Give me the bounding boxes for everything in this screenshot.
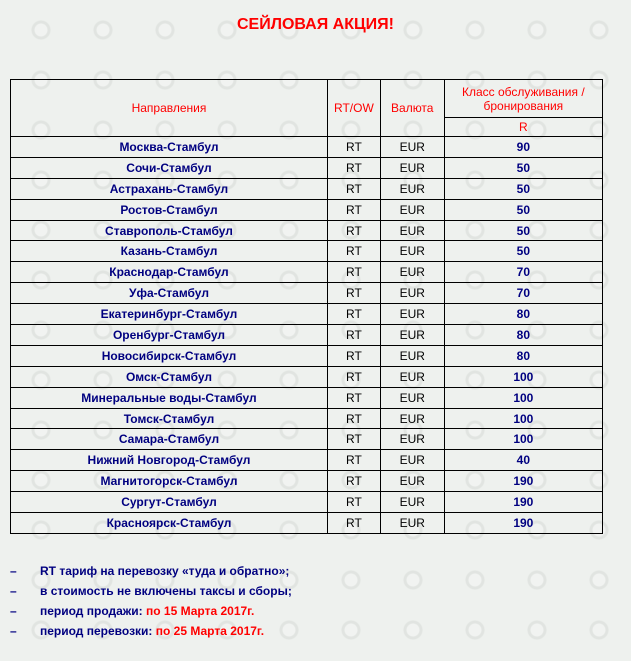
table-row [11, 199, 603, 220]
table-row [11, 178, 603, 199]
table-row [11, 471, 603, 492]
type-cell: RT [327, 387, 380, 408]
note-dash: – [10, 604, 17, 618]
table-row [11, 304, 603, 325]
route-cell: Новосибирск-Стамбул [11, 345, 328, 366]
price-cell: 80 [444, 345, 602, 366]
price-cell: 50 [444, 220, 602, 241]
route-cell: Сургут-Стамбул [11, 492, 328, 513]
note-text: в стоимость не включены таксы и сборы; [40, 584, 292, 598]
currency-cell: EUR [380, 513, 444, 534]
route-cell: Омск-Стамбул [11, 366, 328, 387]
route-cell: Екатеринбург-Стамбул [11, 304, 328, 325]
header-rt-ow: RT/OW [327, 80, 380, 137]
currency-cell: EUR [380, 283, 444, 304]
header-currency: Валюта [380, 80, 444, 137]
type-cell: RT [327, 408, 380, 429]
type-cell: RT [327, 157, 380, 178]
table-row [11, 408, 603, 429]
header-direction: Направления [11, 80, 328, 137]
route-cell: Сочи-Стамбул [11, 157, 328, 178]
route-cell: Томск-Стамбул [11, 408, 328, 429]
table-row [11, 513, 603, 534]
table-row [11, 220, 603, 241]
header-class: Класс обслуживания / бронирования [444, 80, 602, 118]
table-row [11, 366, 603, 387]
type-cell: RT [327, 492, 380, 513]
header-row [11, 80, 603, 118]
note-highlight: по 25 Марта 2017г. [155, 624, 265, 638]
route-cell: Оренбург-Стамбул [11, 325, 328, 346]
note-dash: – [10, 584, 17, 598]
price-cell: 100 [444, 366, 602, 387]
table-row [11, 345, 603, 366]
type-cell: RT [327, 513, 380, 534]
price-cell: 80 [444, 325, 602, 346]
type-cell: RT [327, 429, 380, 450]
price-cell: 40 [444, 450, 602, 471]
note-highlight: по 15 Марта 2017г. [146, 604, 255, 618]
type-cell: RT [327, 304, 380, 325]
currency-cell: EUR [380, 450, 444, 471]
currency-cell: EUR [380, 241, 444, 262]
price-cell: 70 [444, 262, 602, 283]
route-cell: Краснодар-Стамбул [11, 262, 328, 283]
currency-cell: EUR [380, 304, 444, 325]
currency-cell: EUR [380, 199, 444, 220]
note-item [10, 621, 610, 641]
table-row [11, 157, 603, 178]
note-item [10, 601, 610, 621]
type-cell: RT [327, 178, 380, 199]
table-row [11, 262, 603, 283]
route-cell: Ростов-Стамбул [11, 199, 328, 220]
type-cell: RT [327, 366, 380, 387]
currency-cell: EUR [380, 262, 444, 283]
currency-cell: EUR [380, 345, 444, 366]
price-cell: 100 [444, 387, 602, 408]
route-cell: Минеральные воды-Стамбул [11, 387, 328, 408]
table-row [11, 429, 603, 450]
route-cell: Нижний Новгород-Стамбул [11, 450, 328, 471]
route-cell: Казань-Стамбул [11, 241, 328, 262]
price-cell: 90 [444, 137, 602, 158]
route-cell: Астрахань-Стамбул [11, 178, 328, 199]
price-cell: 70 [444, 283, 602, 304]
route-cell: Уфа-Стамбул [11, 283, 328, 304]
table-row [11, 387, 603, 408]
price-cell: 190 [444, 492, 602, 513]
currency-cell: EUR [380, 137, 444, 158]
notes-list [10, 561, 610, 641]
table-header [11, 80, 603, 137]
header-class-code: R [444, 118, 602, 137]
currency-cell: EUR [380, 178, 444, 199]
note-dash: – [10, 564, 17, 578]
note-text: RT тариф на перевозку «туда и обратно»; [40, 564, 290, 578]
price-cell: 100 [444, 429, 602, 450]
currency-cell: EUR [380, 220, 444, 241]
table-row [11, 450, 603, 471]
route-cell: Магнитогорск-Стамбул [11, 471, 328, 492]
fares-table [10, 79, 603, 534]
currency-cell: EUR [380, 157, 444, 178]
route-cell: Самара-Стамбул [11, 429, 328, 450]
type-cell: RT [327, 262, 380, 283]
currency-cell: EUR [380, 408, 444, 429]
price-cell: 100 [444, 408, 602, 429]
type-cell: RT [327, 345, 380, 366]
type-cell: RT [327, 325, 380, 346]
price-cell: 50 [444, 199, 602, 220]
page-title: СЕЙЛОВАЯ АКЦИЯ! [237, 16, 394, 33]
table-row [11, 283, 603, 304]
price-cell: 50 [444, 178, 602, 199]
price-cell: 50 [444, 241, 602, 262]
table-row [11, 325, 603, 346]
price-cell: 190 [444, 471, 602, 492]
route-cell: Ставрополь-Стамбул [11, 220, 328, 241]
type-cell: RT [327, 137, 380, 158]
price-cell: 50 [444, 157, 602, 178]
currency-cell: EUR [380, 471, 444, 492]
type-cell: RT [327, 471, 380, 492]
type-cell: RT [327, 199, 380, 220]
type-cell: RT [327, 283, 380, 304]
note-dash: – [10, 624, 17, 638]
table-row [11, 492, 603, 513]
price-cell: 80 [444, 304, 602, 325]
price-cell: 190 [444, 513, 602, 534]
table-row [11, 137, 603, 158]
note-text: период продажи: [40, 604, 147, 618]
route-cell: Красноярск-Стамбул [11, 513, 328, 534]
type-cell: RT [327, 450, 380, 471]
currency-cell: EUR [380, 325, 444, 346]
note-text: период перевозки: [40, 624, 156, 638]
route-cell: Москва-Стамбул [11, 137, 328, 158]
type-cell: RT [327, 241, 380, 262]
currency-cell: EUR [380, 429, 444, 450]
table-body [11, 137, 603, 534]
currency-cell: EUR [380, 387, 444, 408]
table-row [11, 241, 603, 262]
type-cell: RT [327, 220, 380, 241]
note-item [10, 581, 610, 601]
currency-cell: EUR [380, 492, 444, 513]
currency-cell: EUR [380, 366, 444, 387]
note-item [10, 561, 610, 581]
